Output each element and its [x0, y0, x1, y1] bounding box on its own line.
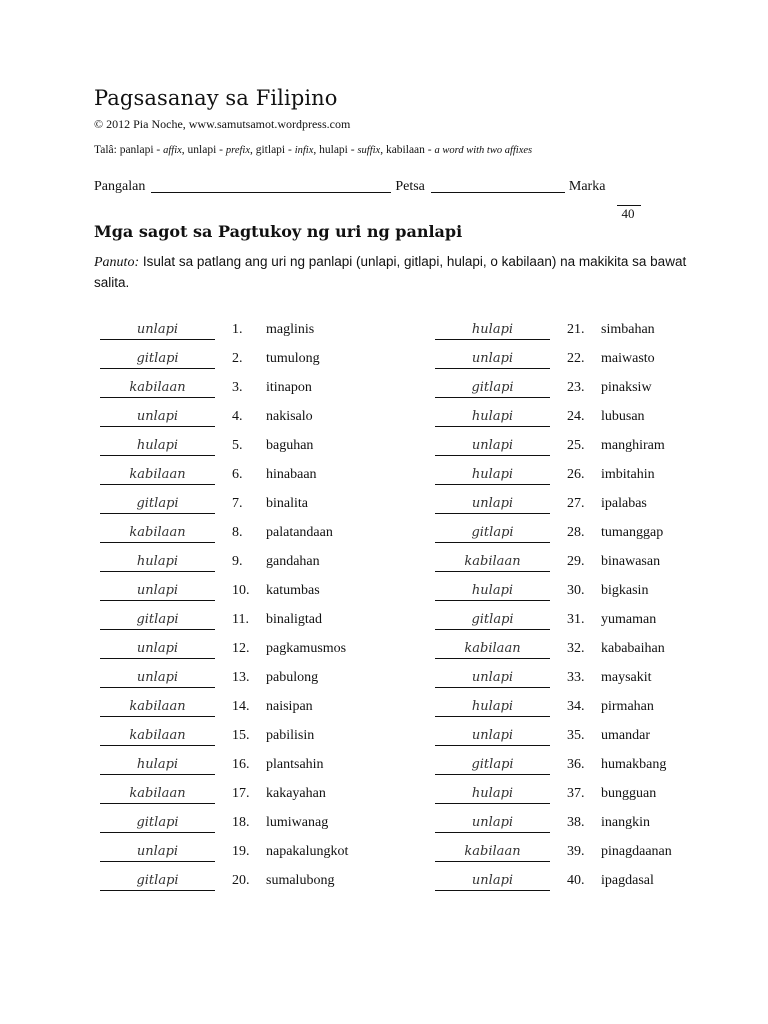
answer-blank[interactable]: unlapi — [100, 670, 215, 688]
answer-blank[interactable]: unlapi — [435, 670, 550, 688]
list-item — [100, 318, 440, 347]
answer-blank[interactable]: hulapi — [435, 467, 550, 485]
item-word: lubusan — [601, 409, 645, 424]
item-word: gandahan — [266, 554, 320, 569]
item-word: nakisalo — [266, 409, 313, 424]
item-word: napakalungkot — [266, 844, 349, 859]
list-item — [100, 579, 440, 608]
list-item — [100, 869, 440, 898]
item-number: 6. — [232, 467, 243, 482]
list-item — [435, 840, 768, 869]
item-word: binalita — [266, 496, 308, 511]
answer-blank[interactable]: kabilaan — [100, 699, 215, 717]
answer-blank[interactable]: hulapi — [435, 409, 550, 427]
answer-blank[interactable]: unlapi — [435, 351, 550, 369]
answer-blank[interactable]: gitlapi — [435, 380, 550, 398]
answer-blank[interactable]: gitlapi — [435, 757, 550, 775]
name-date-score-row — [94, 178, 694, 221]
list-item — [100, 811, 440, 840]
item-word: yumaman — [601, 612, 657, 627]
list-item — [435, 695, 768, 724]
list-item — [100, 550, 440, 579]
item-word: katumbas — [266, 583, 320, 598]
tala-prefix: prefix — [225, 145, 250, 156]
page-title: Pagsasanay sa Filipino — [94, 86, 338, 110]
item-word: humakbang — [601, 757, 667, 772]
list-item — [100, 347, 440, 376]
list-item — [435, 869, 768, 898]
list-item — [435, 463, 768, 492]
item-word: binaligtad — [266, 612, 322, 627]
item-word: pinaksiw — [601, 380, 652, 395]
section-heading: Mga sagot sa Pagtukoy ng uri ng panlapi — [94, 222, 463, 241]
tala-affix: affix — [163, 145, 182, 156]
item-number: 5. — [232, 438, 243, 453]
answer-blank[interactable]: unlapi — [100, 844, 215, 862]
list-item — [435, 347, 768, 376]
item-number: 32. — [567, 641, 585, 656]
list-item — [435, 550, 768, 579]
list-item — [435, 376, 768, 405]
score-total: 40 — [621, 206, 635, 221]
score-label: Marka — [568, 179, 606, 194]
item-word: inangkin — [601, 815, 650, 830]
copyright-line: © 2012 Pia Noche, www.samutsamot.wordpress.com — [94, 117, 351, 131]
item-word: imbitahin — [601, 467, 655, 482]
tala-infix: infix — [294, 145, 314, 156]
item-word: palatandaan — [266, 525, 333, 540]
tala-text: Talâ: panlapi - — [94, 144, 164, 156]
item-word: kakayahan — [266, 786, 326, 801]
list-item — [100, 724, 440, 753]
name-field[interactable] — [151, 178, 391, 193]
item-number: 9. — [232, 554, 243, 569]
list-item — [435, 666, 768, 695]
item-word: sumalubong — [266, 873, 335, 888]
tala-kabilaan: a word with two affixes — [434, 145, 533, 156]
item-number: 8. — [232, 525, 243, 540]
item-number: 1. — [232, 322, 243, 337]
answer-blank[interactable]: gitlapi — [435, 612, 550, 630]
list-item — [100, 608, 440, 637]
answer-blank[interactable]: unlapi — [435, 815, 550, 833]
item-number: 40. — [567, 873, 585, 888]
tala-suffix: suffix — [357, 145, 381, 156]
item-word: baguhan — [266, 438, 314, 453]
item-number: 13. — [232, 670, 250, 685]
list-item — [100, 695, 440, 724]
item-word: lumiwanag — [266, 815, 329, 830]
answer-blank[interactable]: kabilaan — [100, 467, 215, 485]
answer-blank[interactable]: kabilaan — [435, 554, 550, 572]
list-item — [435, 318, 768, 347]
tala-text: , kabilaan - — [380, 144, 435, 156]
answer-blank[interactable]: hulapi — [100, 757, 215, 775]
answer-blank[interactable]: gitlapi — [435, 525, 550, 543]
item-number: 18. — [232, 815, 250, 830]
item-number: 16. — [232, 757, 250, 772]
item-word: naisipan — [266, 699, 313, 714]
instructions-label: Panuto: — [94, 255, 140, 270]
item-number: 2. — [232, 351, 243, 366]
answer-blank[interactable]: hulapi — [435, 699, 550, 717]
list-item — [435, 753, 768, 782]
list-item — [100, 463, 440, 492]
item-word: umandar — [601, 728, 650, 743]
answer-blank[interactable]: kabilaan — [435, 844, 550, 862]
item-word: plantsahin — [266, 757, 324, 772]
tala-text: , unlapi - — [181, 144, 226, 156]
item-number: 14. — [232, 699, 250, 714]
item-number: 38. — [567, 815, 585, 830]
item-word: ipagdasal — [601, 873, 654, 888]
answer-blank[interactable]: kabilaan — [100, 525, 215, 543]
item-word: kababaihan — [601, 641, 665, 656]
item-word: pagkamusmos — [266, 641, 347, 656]
answer-blank[interactable]: kabilaan — [435, 641, 550, 659]
item-number: 30. — [567, 583, 585, 598]
item-number: 34. — [567, 699, 585, 714]
list-item — [100, 492, 440, 521]
answer-blank[interactable]: unlapi — [435, 728, 550, 746]
item-number: 4. — [232, 409, 243, 424]
name-label: Pangalan — [94, 179, 146, 194]
answer-blank[interactable]: kabilaan — [100, 786, 215, 804]
list-item — [100, 637, 440, 666]
item-word: bungguan — [601, 786, 657, 801]
date-label: Petsa — [395, 179, 425, 194]
answer-blank[interactable]: hulapi — [100, 554, 215, 572]
list-item — [435, 579, 768, 608]
answer-blank[interactable]: kabilaan — [100, 380, 215, 398]
answer-blank[interactable]: unlapi — [435, 438, 550, 456]
item-number: 36. — [567, 757, 585, 772]
item-word: hinabaan — [266, 467, 317, 482]
item-number: 33. — [567, 670, 585, 685]
list-item — [100, 521, 440, 550]
item-number: 39. — [567, 844, 585, 859]
answer-blank[interactable]: hulapi — [435, 583, 550, 601]
item-number: 28. — [567, 525, 585, 540]
list-item — [100, 666, 440, 695]
tala-text: , gitlapi - — [249, 144, 295, 156]
list-item — [100, 376, 440, 405]
answer-blank[interactable]: unlapi — [100, 322, 215, 340]
item-word: pirmahan — [601, 699, 654, 714]
list-item — [100, 753, 440, 782]
list-item — [435, 521, 768, 550]
item-number: 19. — [232, 844, 250, 859]
item-number: 26. — [567, 467, 585, 482]
item-number: 3. — [232, 380, 243, 395]
item-word: pinagdaanan — [601, 844, 672, 859]
item-word: pabulong — [266, 670, 319, 685]
answer-blank[interactable]: unlapi — [100, 641, 215, 659]
list-item — [100, 405, 440, 434]
answer-blank[interactable]: hulapi — [435, 786, 550, 804]
item-number: 21. — [567, 322, 585, 337]
item-word: pabilisin — [266, 728, 315, 743]
item-word: tumulong — [266, 351, 320, 366]
item-word: itinapon — [266, 380, 312, 395]
list-item — [435, 724, 768, 753]
answer-blank[interactable]: kabilaan — [100, 728, 215, 746]
answer-blank[interactable]: gitlapi — [100, 873, 215, 891]
tala-text: , hulapi - — [313, 144, 358, 156]
item-number: 15. — [232, 728, 250, 743]
item-word: tumanggap — [601, 525, 664, 540]
item-number: 37. — [567, 786, 585, 801]
list-item — [435, 492, 768, 521]
answer-blank[interactable]: gitlapi — [100, 815, 215, 833]
item-number: 10. — [232, 583, 250, 598]
date-field[interactable] — [431, 178, 565, 193]
item-word: ipalabas — [601, 496, 647, 511]
list-item — [435, 811, 768, 840]
list-item — [435, 608, 768, 637]
answer-blank[interactable]: hulapi — [435, 322, 550, 340]
answer-blank[interactable]: gitlapi — [100, 351, 215, 369]
item-number: 17. — [232, 786, 250, 801]
item-word: binawasan — [601, 554, 661, 569]
list-item — [100, 434, 440, 463]
item-number: 22. — [567, 351, 585, 366]
list-item — [435, 637, 768, 666]
list-item — [100, 782, 440, 811]
list-item — [435, 434, 768, 463]
instructions-text: Isulat sa patlang ang uri ng panlapi (unlapi, gitlapi, hulapi, o kabilaan) na makikita sa bawat salita. — [94, 254, 687, 290]
item-word: simbahan — [601, 322, 655, 337]
item-number: 12. — [232, 641, 250, 656]
item-number: 31. — [567, 612, 585, 627]
item-number: 27. — [567, 496, 585, 511]
item-number: 7. — [232, 496, 243, 511]
answer-blank[interactable]: unlapi — [100, 583, 215, 601]
list-item — [435, 782, 768, 811]
item-word: maglinis — [266, 322, 315, 337]
item-word: manghiram — [601, 438, 665, 453]
item-word: maiwasto — [601, 351, 655, 366]
answer-blank[interactable]: hulapi — [100, 438, 215, 456]
list-item — [435, 405, 768, 434]
item-number: 23. — [567, 380, 585, 395]
item-number: 29. — [567, 554, 585, 569]
item-word: bigkasin — [601, 583, 649, 598]
item-number: 25. — [567, 438, 585, 453]
item-number: 20. — [232, 873, 250, 888]
answer-blank[interactable]: unlapi — [435, 873, 550, 891]
answer-blank[interactable]: gitlapi — [100, 496, 215, 514]
answer-blank[interactable]: gitlapi — [100, 612, 215, 630]
answer-blank[interactable]: unlapi — [435, 496, 550, 514]
item-number: 11. — [232, 612, 249, 627]
item-number: 35. — [567, 728, 585, 743]
item-number: 24. — [567, 409, 585, 424]
answer-blank[interactable]: unlapi — [100, 409, 215, 427]
item-word: maysakit — [601, 670, 652, 685]
tala-note — [94, 144, 532, 156]
list-item — [100, 840, 440, 869]
instructions — [94, 252, 694, 293]
